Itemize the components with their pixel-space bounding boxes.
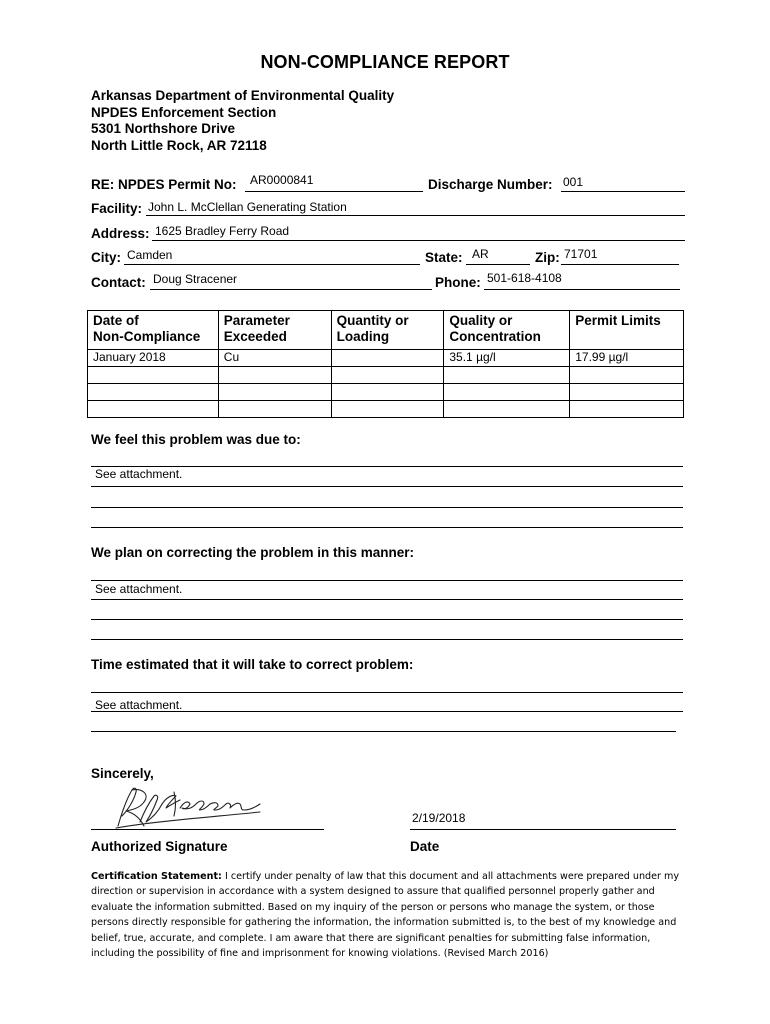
table-cell[interactable] bbox=[444, 401, 570, 418]
table-cell[interactable] bbox=[88, 367, 219, 384]
table-cell[interactable] bbox=[218, 367, 331, 384]
cause-answer-line[interactable] bbox=[91, 527, 683, 528]
table-header-row bbox=[88, 311, 684, 350]
table-cell[interactable] bbox=[331, 367, 444, 384]
table-cell[interactable] bbox=[88, 384, 219, 401]
contact-label: Contact: bbox=[91, 275, 146, 290]
table-header-cell: Quantity or Loading bbox=[331, 311, 444, 350]
table-header-cell: Date of Non-Compliance bbox=[88, 311, 219, 350]
state-value: AR bbox=[472, 247, 489, 261]
table-cell[interactable] bbox=[570, 401, 684, 418]
table-row bbox=[88, 350, 684, 367]
certification-text: I certify under penalty of law that this document and all attachments were prepared under my direction or supervision in accordance with a system designed to assure that qualified personnel properly gather and evaluate the information submitted. Based on my inquiry of the person or persons who manage the system, or those persons directly responsible for gathering the information, the information submitted is, to the best of my knowledge and belief, true, accurate, and complete. I am aware that there are significant penalties for submitting false information, including the possibility of fine and imprisonment for knowing violations. (Revised March 2016) bbox=[91, 871, 680, 960]
agency-line-2: NPDES Enforcement Section bbox=[91, 104, 277, 120]
agency-line-3: 5301 Northshore Drive bbox=[91, 121, 236, 136]
cause-answer-line[interactable] bbox=[91, 486, 683, 487]
table-cell[interactable]: 17.99 µg/l bbox=[570, 350, 684, 367]
facility-value: John L. McClellan Generating Station bbox=[148, 200, 347, 214]
date-line[interactable] bbox=[410, 829, 676, 830]
cause-answer-line[interactable] bbox=[91, 507, 683, 508]
table-header-cell: Quality or Concentration bbox=[444, 311, 570, 350]
permit-value: AR0000841 bbox=[250, 173, 314, 187]
zip-value: 71701 bbox=[564, 247, 598, 261]
time-estimate-question: Time estimated that it will take to correct problem: bbox=[91, 657, 414, 672]
sincerely-text: Sincerely, bbox=[91, 766, 154, 781]
agency-line-4: North Little Rock, AR 72118 bbox=[91, 137, 267, 153]
correction-question: We plan on correcting the problem in this manner: bbox=[91, 545, 415, 560]
table-row bbox=[88, 367, 684, 384]
table-cell[interactable] bbox=[444, 367, 570, 384]
phone-label: Phone: bbox=[435, 275, 481, 290]
table-cell[interactable] bbox=[570, 367, 684, 384]
agency-line-1: Arkansas Department of Environmental Quality bbox=[91, 88, 395, 103]
contact-value: Doug Stracener bbox=[153, 272, 238, 286]
signature-line[interactable] bbox=[91, 829, 324, 830]
state-label: State: bbox=[425, 250, 463, 265]
table-cell[interactable] bbox=[218, 384, 331, 401]
discharge-label: Discharge Number: bbox=[428, 177, 553, 192]
table-cell[interactable] bbox=[331, 350, 444, 367]
table-cell[interactable] bbox=[331, 384, 444, 401]
city-label: City: bbox=[91, 250, 121, 265]
noncompliance-table bbox=[87, 310, 684, 418]
agency-address bbox=[91, 88, 394, 154]
zip-label: Zip: bbox=[535, 250, 560, 265]
time-answer-line[interactable] bbox=[91, 692, 683, 693]
time-answer-line[interactable] bbox=[91, 731, 676, 732]
table-cell[interactable] bbox=[218, 401, 331, 418]
table-cell[interactable]: Cu bbox=[218, 350, 331, 367]
phone-value: 501-618-4108 bbox=[487, 271, 562, 285]
correction-answer: See attachment. bbox=[95, 582, 183, 596]
table-cell[interactable] bbox=[444, 384, 570, 401]
address-label: Address: bbox=[91, 226, 150, 241]
certification-statement bbox=[91, 869, 687, 961]
correction-answer-line[interactable] bbox=[91, 619, 683, 620]
table-cell[interactable] bbox=[570, 384, 684, 401]
correction-answer-line[interactable] bbox=[91, 639, 683, 640]
city-value: Camden bbox=[127, 248, 173, 262]
facility-label: Facility: bbox=[91, 201, 143, 216]
table-row bbox=[88, 384, 684, 401]
table-cell[interactable]: 35.1 µg/l bbox=[444, 350, 570, 367]
date-label: Date bbox=[410, 839, 440, 854]
address-value: 1625 Bradley Ferry Road bbox=[155, 224, 290, 238]
table-row bbox=[88, 401, 684, 418]
correction-answer-line[interactable] bbox=[91, 580, 683, 581]
time-answer-line[interactable] bbox=[91, 711, 683, 712]
handwritten-signature bbox=[110, 782, 270, 832]
table-header-cell: Parameter Exceeded bbox=[218, 311, 331, 350]
table-cell[interactable] bbox=[88, 401, 219, 418]
date-value: 2/19/2018 bbox=[412, 811, 466, 825]
table-cell[interactable]: January 2018 bbox=[88, 350, 219, 367]
permit-label: RE: NPDES Permit No: bbox=[91, 177, 237, 192]
table-header-cell: Permit Limits bbox=[570, 311, 684, 350]
discharge-value: 001 bbox=[563, 175, 584, 189]
cause-answer: See attachment. bbox=[95, 467, 183, 481]
cause-question: We feel this problem was due to: bbox=[91, 432, 301, 447]
report-title: NON-COMPLIANCE REPORT bbox=[260, 52, 510, 72]
signature-label: Authorized Signature bbox=[91, 839, 228, 854]
time-answer: See attachment. bbox=[95, 698, 183, 712]
table-cell[interactable] bbox=[331, 401, 444, 418]
certification-label: Certification Statement: bbox=[91, 871, 222, 882]
correction-answer-line[interactable] bbox=[91, 599, 683, 600]
